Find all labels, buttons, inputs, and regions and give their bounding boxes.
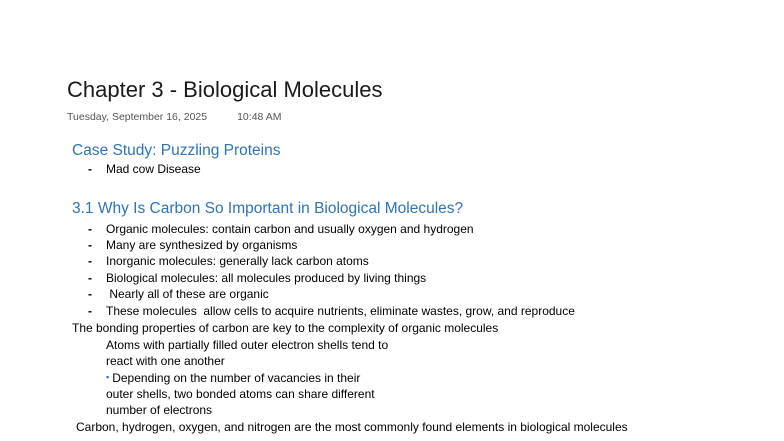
list-item-text: Organic molecules: contain carbon and usually oxygen and hydrogen xyxy=(106,222,474,236)
list-item-text: Inorganic molecules: generally lack carbon atoms xyxy=(106,254,369,268)
list-item-text: Biological molecules: all molecules produced by living things xyxy=(106,271,427,285)
list-item-text: Nearly all of these are organic xyxy=(106,287,269,301)
list-item[interactable] xyxy=(88,253,369,269)
page-time: 10:48 AM xyxy=(237,111,282,123)
heading-case-study[interactable]: Case Study: Puzzling Proteins xyxy=(72,142,281,159)
list-item[interactable] xyxy=(88,161,201,177)
page-date: Tuesday, September 16, 2025 xyxy=(67,111,208,123)
atoms-text-2[interactable]: react with one another xyxy=(106,354,225,368)
list-item[interactable] xyxy=(88,270,426,286)
dash-bullet: - xyxy=(88,162,92,176)
bonding-text[interactable]: The bonding properties of carbon are key to the complexity of organic molecules xyxy=(72,321,499,335)
dash-bullet: - xyxy=(88,304,92,318)
heading-3-1[interactable]: 3.1 Why Is Carbon So Important in Biological Molecules? xyxy=(72,200,464,217)
list-item[interactable] xyxy=(88,221,474,237)
list-item[interactable] xyxy=(88,303,575,319)
vacancies-line: Depending on the number of vacancies in their xyxy=(112,371,361,385)
vacancies-text-2[interactable]: outer shells, two bonded atoms can share different xyxy=(106,387,375,401)
list-item[interactable] xyxy=(88,286,269,302)
atoms-text-1[interactable]: Atoms with partially filled outer electron shells tend to xyxy=(106,338,389,352)
list-item-text: Many are synthesized by organisms xyxy=(106,238,298,252)
page-meta xyxy=(67,110,281,124)
list-item-text: Mad cow Disease xyxy=(106,162,201,176)
dash-bullet: - xyxy=(88,222,92,236)
vacancies-text-1[interactable] xyxy=(106,369,360,386)
dash-bullet: - xyxy=(88,238,92,252)
list-item-text: These molecules allow cells to acquire nutrients, eliminate wastes, grow, and reproduce xyxy=(106,304,575,318)
dash-bullet: - xyxy=(88,271,92,285)
square-bullet-icon: ▪ xyxy=(106,372,110,382)
page-title[interactable]: Chapter 3 - Biological Molecules xyxy=(67,77,383,102)
dash-bullet: - xyxy=(88,254,92,268)
dash-bullet: - xyxy=(88,287,92,301)
list-item[interactable] xyxy=(88,237,297,253)
common-elements-text[interactable]: Carbon, hydrogen, oxygen, and nitrogen are the most commonly found elements in biological molecules xyxy=(76,420,628,434)
vacancies-text-3[interactable]: number of electrons xyxy=(106,403,213,417)
